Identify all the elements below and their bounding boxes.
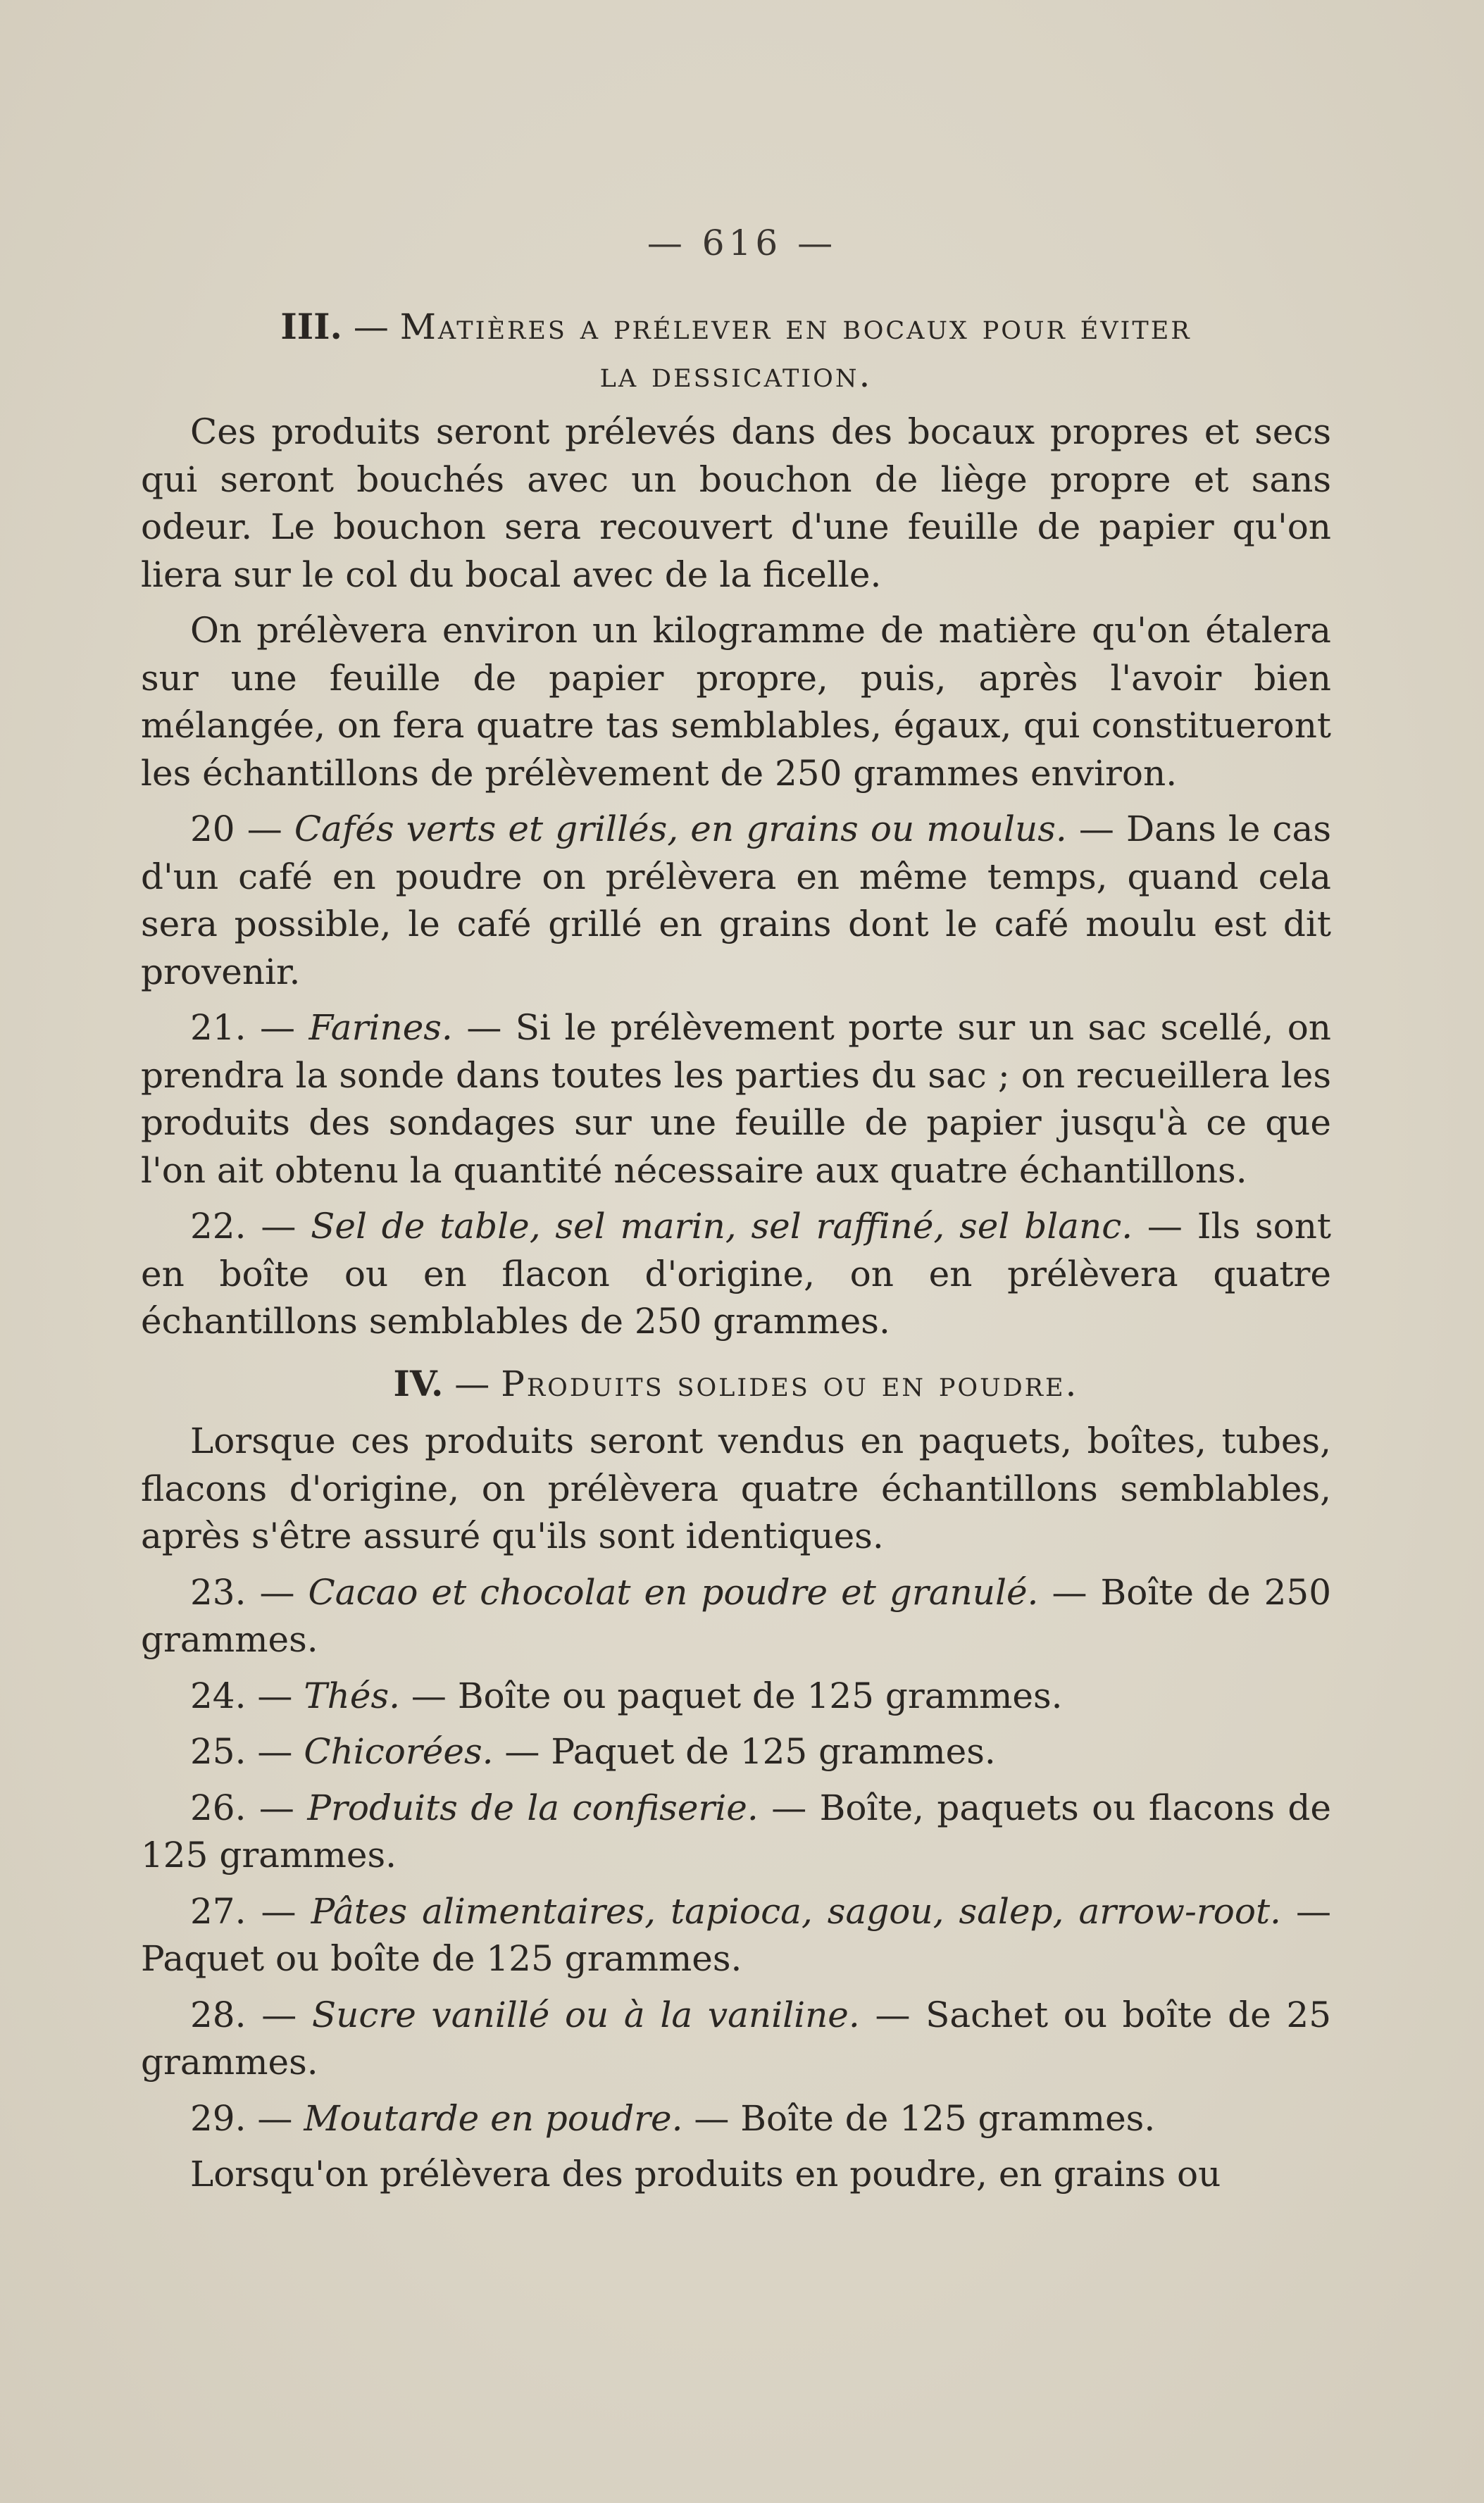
item-21-dash: — xyxy=(246,1007,309,1048)
item-29-dash: — xyxy=(246,2097,304,2139)
item-25-text: — Paquet de 125 grammes. xyxy=(493,1731,996,1772)
item-24-text: — Boîte ou paquet de 125 grammes. xyxy=(400,1675,1063,1716)
item-21-number: 21. xyxy=(190,1007,247,1048)
section-4-number: IV. xyxy=(393,1362,444,1404)
section-4-heading xyxy=(141,1360,1331,1409)
item-27-number: 27. xyxy=(190,1890,247,1932)
item-20-text: — Dans le cas d'un café en poudre on prélèvera en même temps, quand cela sera possible, le café grillé en grains dont le café moulu est dit provenir. xyxy=(141,809,1331,992)
item-20 xyxy=(141,806,1331,996)
item-25-number: 25. xyxy=(190,1731,247,1772)
item-20-dash: — xyxy=(235,809,294,849)
item-26-number: 26. xyxy=(190,1787,247,1828)
paragraph-bocaux-2: On prélèvera environ un kilogramme de matière qu'on étalera sur une feuille de papier propre, puis, après l'avoir bien mélangée, on fera quatre tas semblables, égaux, qui constitueront les échantillons de prélèvement de 250 grammes environ. xyxy=(141,610,1331,794)
paragraph-last: Lorsqu'on prélèvera des produits en poudre, en grains ou xyxy=(190,2154,1221,2195)
section-3-heading xyxy=(141,303,1331,351)
item-29-text: — Boîte de 125 grammes. xyxy=(682,2097,1156,2139)
section-3-heading-line2 xyxy=(141,351,1331,399)
item-25-title: Chicorées. xyxy=(304,1731,494,1772)
paragraph-bocaux-1: Ces produits seront prélevés dans des bocaux propres et secs qui seront bouchés avec un bouchon de liège propre et sans odeur. Le bouchon sera recouvert d'une feuille de papier qu'on liera sur le col du bocal avec de la ficelle. xyxy=(141,411,1331,595)
item-26 xyxy=(141,1785,1331,1880)
item-24-title: Thés. xyxy=(304,1675,401,1716)
item-23 xyxy=(141,1569,1331,1664)
item-23-dash: — xyxy=(246,1571,308,1613)
item-25 xyxy=(141,1728,1331,1776)
item-27-text: — Paquet ou boîte de 125 grammes. xyxy=(141,1890,1331,1979)
item-28-number: 28. xyxy=(190,1994,247,2035)
item-24-dash: — xyxy=(246,1675,304,1716)
item-23-title: Cacao et chocolat en poudre et granulé. xyxy=(308,1571,1039,1613)
item-25-dash: — xyxy=(246,1731,304,1772)
item-22-dash: — xyxy=(246,1206,311,1247)
section-3-number: III. xyxy=(280,306,342,347)
section-3-title-line2: la dessication. xyxy=(599,354,873,395)
item-21-text: — Si le prélèvement porte sur un sac scellé, on prendra la sonde dans toutes les parties du sac ; on recueillera les produits des sondages sur une feuille de papier jusqu'à ce que l'on ait obtenu la quantité nécessaire aux quatre échantillons. xyxy=(141,1007,1331,1191)
item-27 xyxy=(141,1888,1331,1983)
paragraph-solides: Lorsque ces produits seront vendus en paquets, boîtes, tubes, flacons d'origine, on prélèvera quatre échantillons semblables, après s'être assuré qu'ils sont identiques. xyxy=(141,1421,1331,1556)
section-4-dash: — xyxy=(443,1363,501,1404)
item-22-number: 22. xyxy=(190,1206,247,1247)
item-21-title: Farines. xyxy=(308,1007,453,1048)
item-29 xyxy=(141,2095,1331,2143)
item-24-number: 24. xyxy=(190,1675,247,1716)
item-27-title: Pâtes alimentaires, tapioca, sagou, salep, arrow-root. xyxy=(311,1890,1281,1932)
item-22 xyxy=(141,1203,1331,1346)
section-4-title: Produits solides ou en poudre. xyxy=(501,1363,1079,1404)
item-29-number: 29. xyxy=(190,2097,247,2139)
item-23-text: — Boîte de 250 grammes. xyxy=(141,1571,1332,1660)
item-26-text: — Boîte, paquets ou flacons de 125 grammes. xyxy=(141,1787,1331,1875)
item-28 xyxy=(141,1992,1331,2087)
item-20-title: Cafés verts et grillés, en grains ou moulus. xyxy=(294,809,1067,849)
item-22-text: — Ils sont en boîte ou en flacon d'origine, on en prélèvera quatre échantillons semblables de 250 grammes. xyxy=(141,1206,1331,1342)
page-number: — 616 — xyxy=(647,223,837,263)
item-29-title: Moutarde en poudre. xyxy=(304,2097,683,2139)
item-28-title: Sucre vanillé ou à la vaniline. xyxy=(311,1994,860,2035)
item-28-dash: — xyxy=(246,1994,312,2035)
item-22-title: Sel de table, sel marin, sel raffiné, sel blanc. xyxy=(311,1206,1133,1247)
page-text xyxy=(141,303,1331,2199)
section-3-title-line1: Matières a prélever en bocaux pour éviter xyxy=(399,306,1192,347)
item-24 xyxy=(141,1673,1331,1721)
item-21 xyxy=(141,1004,1331,1194)
item-26-title: Produits de la confiserie. xyxy=(307,1787,759,1828)
section-3-dash: — xyxy=(342,306,400,347)
item-26-dash: — xyxy=(246,1787,308,1828)
item-28-text: — Sachet ou boîte de 25 grammes. xyxy=(141,1994,1332,2083)
item-23-number: 23. xyxy=(190,1571,247,1613)
item-20-number: 20 xyxy=(190,809,235,849)
item-27-dash: — xyxy=(246,1890,311,1932)
